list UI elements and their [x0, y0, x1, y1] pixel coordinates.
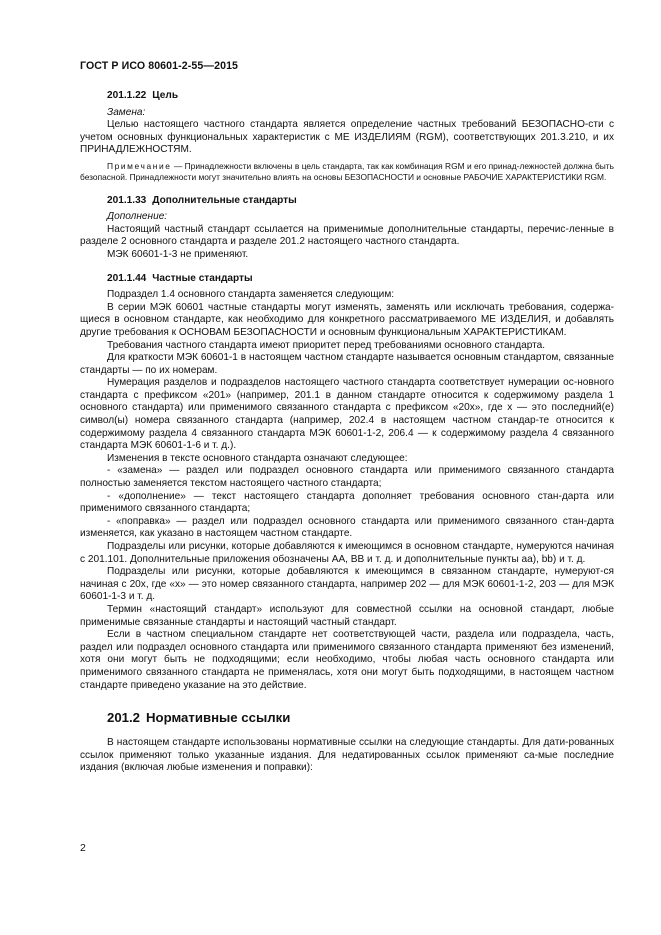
- paragraph: Целью настоящего частного стандарта является определение частных требований БЕЗОПАСНО-сти с учетом основных функциональных характеристик с МЕ ИЗДЕЛИЯМ (RGM), соответствующих 201.3.210, и их ПРИНАДЛЕЖНОСТЯМ.: [80, 119, 614, 156]
- paragraph: В настоящем стандарте использованы нормативные ссылки на следующие стандарты. Для дати-рованных ссылок применяют только указанные издания. Для недатированных ссылок применяют са-мые последние издания (включая любые изменения и поправки):: [80, 737, 614, 774]
- paragraph: Настоящий частный стандарт ссылается на применимые дополнительные стандарты, перечис-ленные в разделе 2 основного стандарта и разделе 201.2 настоящего частного стандарта.: [80, 223, 614, 248]
- paragraph: Подразделы или рисунки, которые добавляются к имеющимся в связанном стандарте, нумеруют-ся начиная с 20x, где «x» — это номер связанного стандарта, например 202 — для МЭК 60601-1-2, 203 — для МЭК 60601-1-3 и т. д.: [80, 566, 614, 603]
- list-item: - «дополнение» — текст настоящего стандарта дополняет требования основного стан-дарта или применимого связанного стандарта;: [80, 490, 614, 515]
- section-heading-201-1-22: [80, 90, 614, 103]
- section-title: Частные стандарты: [152, 272, 253, 284]
- note-label: Примечание: [107, 160, 172, 171]
- list-item: - «замена» — раздел или подраздел основного стандарта или применимого связанного стандарта полностью заменяется текстом настоящего частного стандарта;: [80, 465, 614, 490]
- addition-label: Дополнение:: [107, 211, 168, 223]
- document-header: ГОСТ Р ИСО 80601-2-55—2015: [80, 60, 239, 72]
- paragraph: Нумерация разделов и подразделов настоящего частного стандарта соответствует нумерации ос-новного стандарта с префиксом «201» (например, 201.1 в данном стандарте относится к содержимому раздела 1 основного стандарта) или применимого связанного стандарта с префиксом «20x», где x — это последний(е) символ(ы) номера связанного стандарта (например, 202.4 в настоящем частном стандар-те относится к содержимому раздела 4 связанного стандарта МЭК 60601-1-2, 206.4 — к содержимому раздела 4 связанного стандарта МЭК 60601-1-6 и т. д.).: [80, 377, 614, 452]
- page-number: 2: [80, 842, 86, 854]
- paragraph: Термин «настоящий стандарт» используют для совместной ссылки на основной стандарт, любые применимые связанные стандарты и настоящий частный стандарт.: [80, 603, 614, 628]
- note: [80, 161, 614, 184]
- paragraph: Подразделы или рисунки, которые добавляются к имеющимся в основном стандарте, нумеруются начиная с 201.101. Дополнительные приложения обозначены АА, ВВ и т. д. и дополнительные пункты аа), bb) и т. д.: [80, 541, 614, 565]
- paragraph: МЭК 60601-1-3 не применяют.: [107, 248, 249, 260]
- paragraph: В серии МЭК 60601 частные стандарты могут изменять, заменять или исключать требования, содержа-щиеся в основном стандарте, как необходимо для конкретного рассматриваемого МЕ ИЗДЕЛИЯ, и добавлять другие требования к ОСНОВАМ БЕЗОПАСНОСТИ и основным функциональным ХАРАКТЕРИСТИКАМ.: [80, 301, 614, 338]
- paragraph: Подраздел 1.4 основного стандарта заменяется следующим:: [107, 289, 395, 301]
- paragraph: Если в частном специальном стандарте нет соответствующей части, раздела или подраздела, часть, раздел или подраздел основного стандарта или применимого связанного стандарта применяют без изменений, хотя они могут быть не подходящими; если необходимо, чтобы любая часть основного стандарта или применимого связанного стандарта не применялась, хотя они могут быть подходящими, в настоящем частном стандарте приведено указание на это действие.: [80, 629, 614, 691]
- section-number: 201.1.33: [107, 194, 147, 206]
- list-item: - «поправка» — раздел или подраздел основного стандарта или применимого связанного стан-дарта изменяется, как указано в настоящем частном стандарте.: [80, 515, 614, 540]
- paragraph: Для краткости МЭК 60601-1 в настоящем частном стандарте называется основным стандартом, связанные стандарты — по их номерам.: [80, 352, 614, 376]
- paragraph: Изменения в тексте основного стандарта означают следующее:: [107, 452, 408, 464]
- section-number: 201.1.44: [107, 272, 147, 284]
- section-heading-201-1-33: [80, 195, 614, 208]
- section-number: 201.2: [107, 710, 141, 726]
- section-heading-201-1-44: [80, 273, 614, 286]
- section-title: Дополнительные стандарты: [152, 194, 297, 206]
- note-text: — Принадлежности включены в цель стандарта, так как комбинация RGM и его принад-лежностей должна быть безопасной. Принадлежности могут значительно влиять на основы БЕЗОПАСНОСТИ и основные РАБОЧИЕ ХАРАКТЕРИСТИКИ RGM.: [80, 160, 614, 183]
- section-heading-201-2: [80, 710, 614, 726]
- paragraph: Требования частного стандарта имеют приоритет перед требованиями основного стандарта.: [107, 339, 546, 351]
- section-title: Нормативные ссылки: [146, 710, 291, 726]
- section-number: 201.1.22: [107, 90, 147, 101]
- section-title: Цель: [152, 90, 179, 101]
- document-body: [80, 90, 614, 775]
- replacement-label: Замена:: [107, 106, 146, 118]
